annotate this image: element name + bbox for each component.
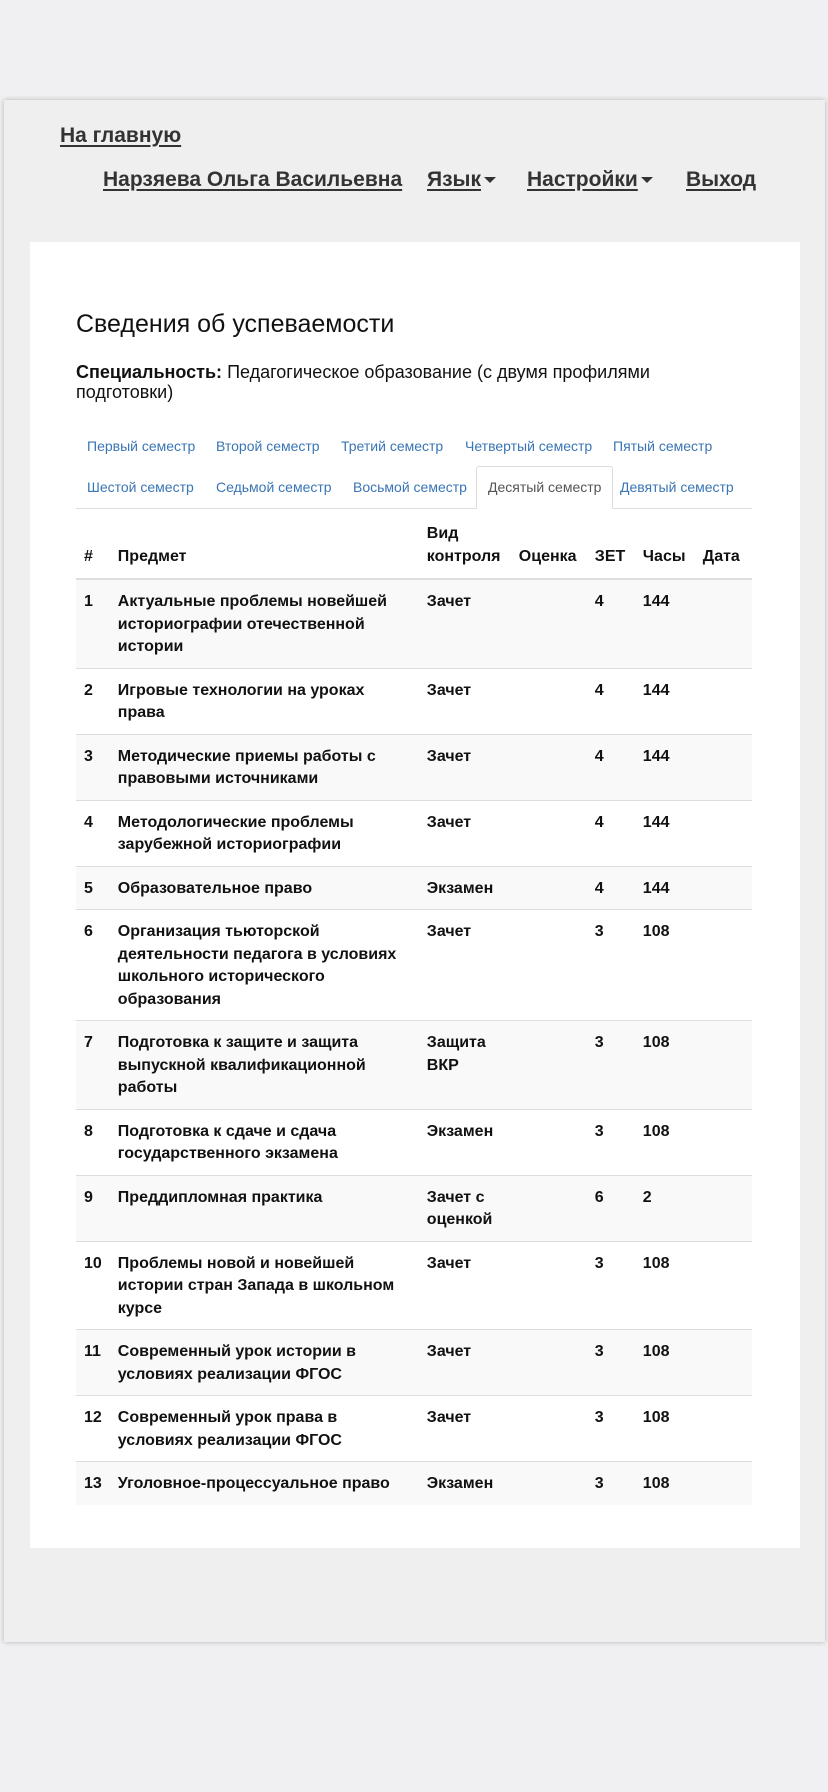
header-grade: Оценка [511,522,587,579]
table-row [76,1330,752,1396]
cell-hours: 108 [635,1021,695,1110]
cell-hours: 108 [635,1396,695,1462]
cell-hours: 144 [635,734,695,800]
cell-hours: 108 [635,1241,695,1330]
cell-subject: Подготовка к сдаче и сдача государственного экзамена [110,1109,419,1175]
cell-control-type: Защита ВКР [419,1021,511,1110]
cell-zet: 4 [587,800,635,866]
cell-zet: 3 [587,1241,635,1330]
cell-control-type: Зачет [419,1330,511,1396]
header-date: Дата [695,522,752,579]
header-zet: ЗЕТ [587,522,635,579]
top-navigation [4,168,825,198]
cell-subject: Современный урок истории в условиях реализации ФГОС [110,1330,419,1396]
cell-grade [511,1241,587,1330]
table-row [76,734,752,800]
specialty-label: Специальность: [76,362,223,382]
cell-grade [511,579,587,668]
cell-grade [511,866,587,910]
cell-subject: Актуальные проблемы новейшей историографии отечественной истории [110,579,419,668]
cell-num: 9 [76,1175,110,1241]
caret-down-icon [641,177,653,183]
cell-num: 3 [76,734,110,800]
table-row [76,1462,752,1505]
cell-num: 8 [76,1109,110,1175]
page-title: Сведения об успеваемости [76,310,395,338]
cell-date [695,1021,752,1110]
cell-grade [511,668,587,734]
cell-hours: 144 [635,579,695,668]
cell-num: 12 [76,1396,110,1462]
cell-control-type: Зачет [419,800,511,866]
cell-control-type: Зачет [419,579,511,668]
cell-num: 5 [76,866,110,910]
specialty-value: Педагогическое образование (с двумя профилями подготовки) [76,362,650,402]
cell-date [695,866,752,910]
cell-grade [511,1396,587,1462]
cell-hours: 144 [635,668,695,734]
cell-zet: 3 [587,910,635,1021]
table-row [76,1396,752,1462]
cell-date [695,1462,752,1505]
language-menu[interactable] [427,168,496,192]
cell-hours: 108 [635,1462,695,1505]
cell-date [695,1396,752,1462]
settings-menu-label: Настройки [527,168,638,191]
tab-semester-2[interactable]: Второй семестр [216,438,320,454]
caret-down-icon [484,177,496,183]
cell-control-type: Зачет [419,734,511,800]
header-control-type: Вид контроля [419,522,511,579]
cell-num: 10 [76,1241,110,1330]
table-row [76,800,752,866]
cell-hours: 108 [635,1109,695,1175]
cell-zet: 6 [587,1175,635,1241]
cell-control-type: Зачет с оценкой [419,1175,511,1241]
header-subject: Предмет [110,522,419,579]
table-row [76,579,752,668]
logout-link[interactable]: Выход [686,168,757,191]
cell-date [695,1330,752,1396]
cell-grade [511,1462,587,1505]
tab-semester-1[interactable]: Первый семестр [87,438,196,454]
table-header-row [76,522,752,579]
cell-zet: 4 [587,668,635,734]
cell-date [695,579,752,668]
cell-hours: 108 [635,1330,695,1396]
cell-num: 4 [76,800,110,866]
cell-hours: 144 [635,800,695,866]
cell-subject: Методические приемы работы с правовыми источниками [110,734,419,800]
table-row [76,1241,752,1330]
table-row [76,910,752,1021]
cell-num: 1 [76,579,110,668]
cell-date [695,910,752,1021]
cell-subject: Игровые технологии на уроках права [110,668,419,734]
cell-num: 11 [76,1330,110,1396]
cell-subject: Уголовное-процессуальное право [110,1462,419,1505]
cell-zet: 4 [587,734,635,800]
cell-zet: 3 [587,1462,635,1505]
cell-num: 7 [76,1021,110,1110]
semester-tabs [76,426,752,509]
header-hours: Часы [635,522,695,579]
cell-control-type: Зачет [419,668,511,734]
table-row [76,1021,752,1110]
cell-subject: Образовательное право [110,866,419,910]
cell-hours: 144 [635,866,695,910]
cell-hours: 108 [635,910,695,1021]
table-row [76,866,752,910]
tab-semester-4[interactable]: Четвертый семестр [465,438,593,454]
table-row [76,1175,752,1241]
cell-zet: 3 [587,1330,635,1396]
cell-hours: 2 [635,1175,695,1241]
cell-control-type: Зачет [419,910,511,1021]
tab-semester-7[interactable]: Седьмой семестр [216,479,332,495]
tab-semester-9[interactable]: Девятый семестр [620,479,734,495]
table-row [76,1109,752,1175]
cell-control-type: Экзамен [419,1109,511,1175]
cell-grade [511,1175,587,1241]
tab-semester-3[interactable]: Третий семестр [341,438,444,454]
cell-zet: 4 [587,579,635,668]
tab-semester-10[interactable]: Десятый семестр [476,466,613,509]
cell-control-type: Экзамен [419,866,511,910]
cell-subject: Организация тьюторской деятельности педагога в условиях школьного исторического образования [110,910,419,1021]
header-num: # [76,522,110,579]
cell-zet: 3 [587,1021,635,1110]
tab-semester-8[interactable]: Восьмой семестр [353,479,467,495]
cell-grade [511,800,587,866]
tab-semester-6[interactable]: Шестой семестр [87,479,194,495]
page-frame [4,100,825,1642]
cell-num: 2 [76,668,110,734]
cell-num: 6 [76,910,110,1021]
grades-table [76,522,752,1505]
cell-subject: Методологические проблемы зарубежной историографии [110,800,419,866]
cell-subject: Подготовка к защите и защита выпускной квалификационной работы [110,1021,419,1110]
cell-subject: Преддипломная практика [110,1175,419,1241]
cell-date [695,1175,752,1241]
cell-subject: Современный урок права в условиях реализации ФГОС [110,1396,419,1462]
cell-date [695,734,752,800]
settings-menu[interactable] [527,168,653,192]
cell-subject: Проблемы новой и новейшей истории стран Запада в школьном курсе [110,1241,419,1330]
cell-control-type: Зачет [419,1241,511,1330]
specialty-info [76,362,716,402]
language-menu-label: Язык [427,168,481,191]
user-profile-link[interactable]: Нарзяева Ольга Васильевна [103,168,403,191]
cell-grade [511,1330,587,1396]
cell-date [695,1109,752,1175]
tab-semester-5[interactable]: Пятый семестр [613,438,713,454]
cell-date [695,1241,752,1330]
cell-grade [511,1109,587,1175]
cell-zet: 3 [587,1396,635,1462]
cell-control-type: Экзамен [419,1462,511,1505]
grades-card [30,242,800,1548]
table-row [76,668,752,734]
home-link[interactable]: На главную [60,124,182,147]
cell-num: 13 [76,1462,110,1505]
cell-grade [511,910,587,1021]
cell-date [695,668,752,734]
cell-zet: 3 [587,1109,635,1175]
cell-control-type: Зачет [419,1396,511,1462]
cell-grade [511,1021,587,1110]
cell-date [695,800,752,866]
cell-grade [511,734,587,800]
cell-zet: 4 [587,866,635,910]
